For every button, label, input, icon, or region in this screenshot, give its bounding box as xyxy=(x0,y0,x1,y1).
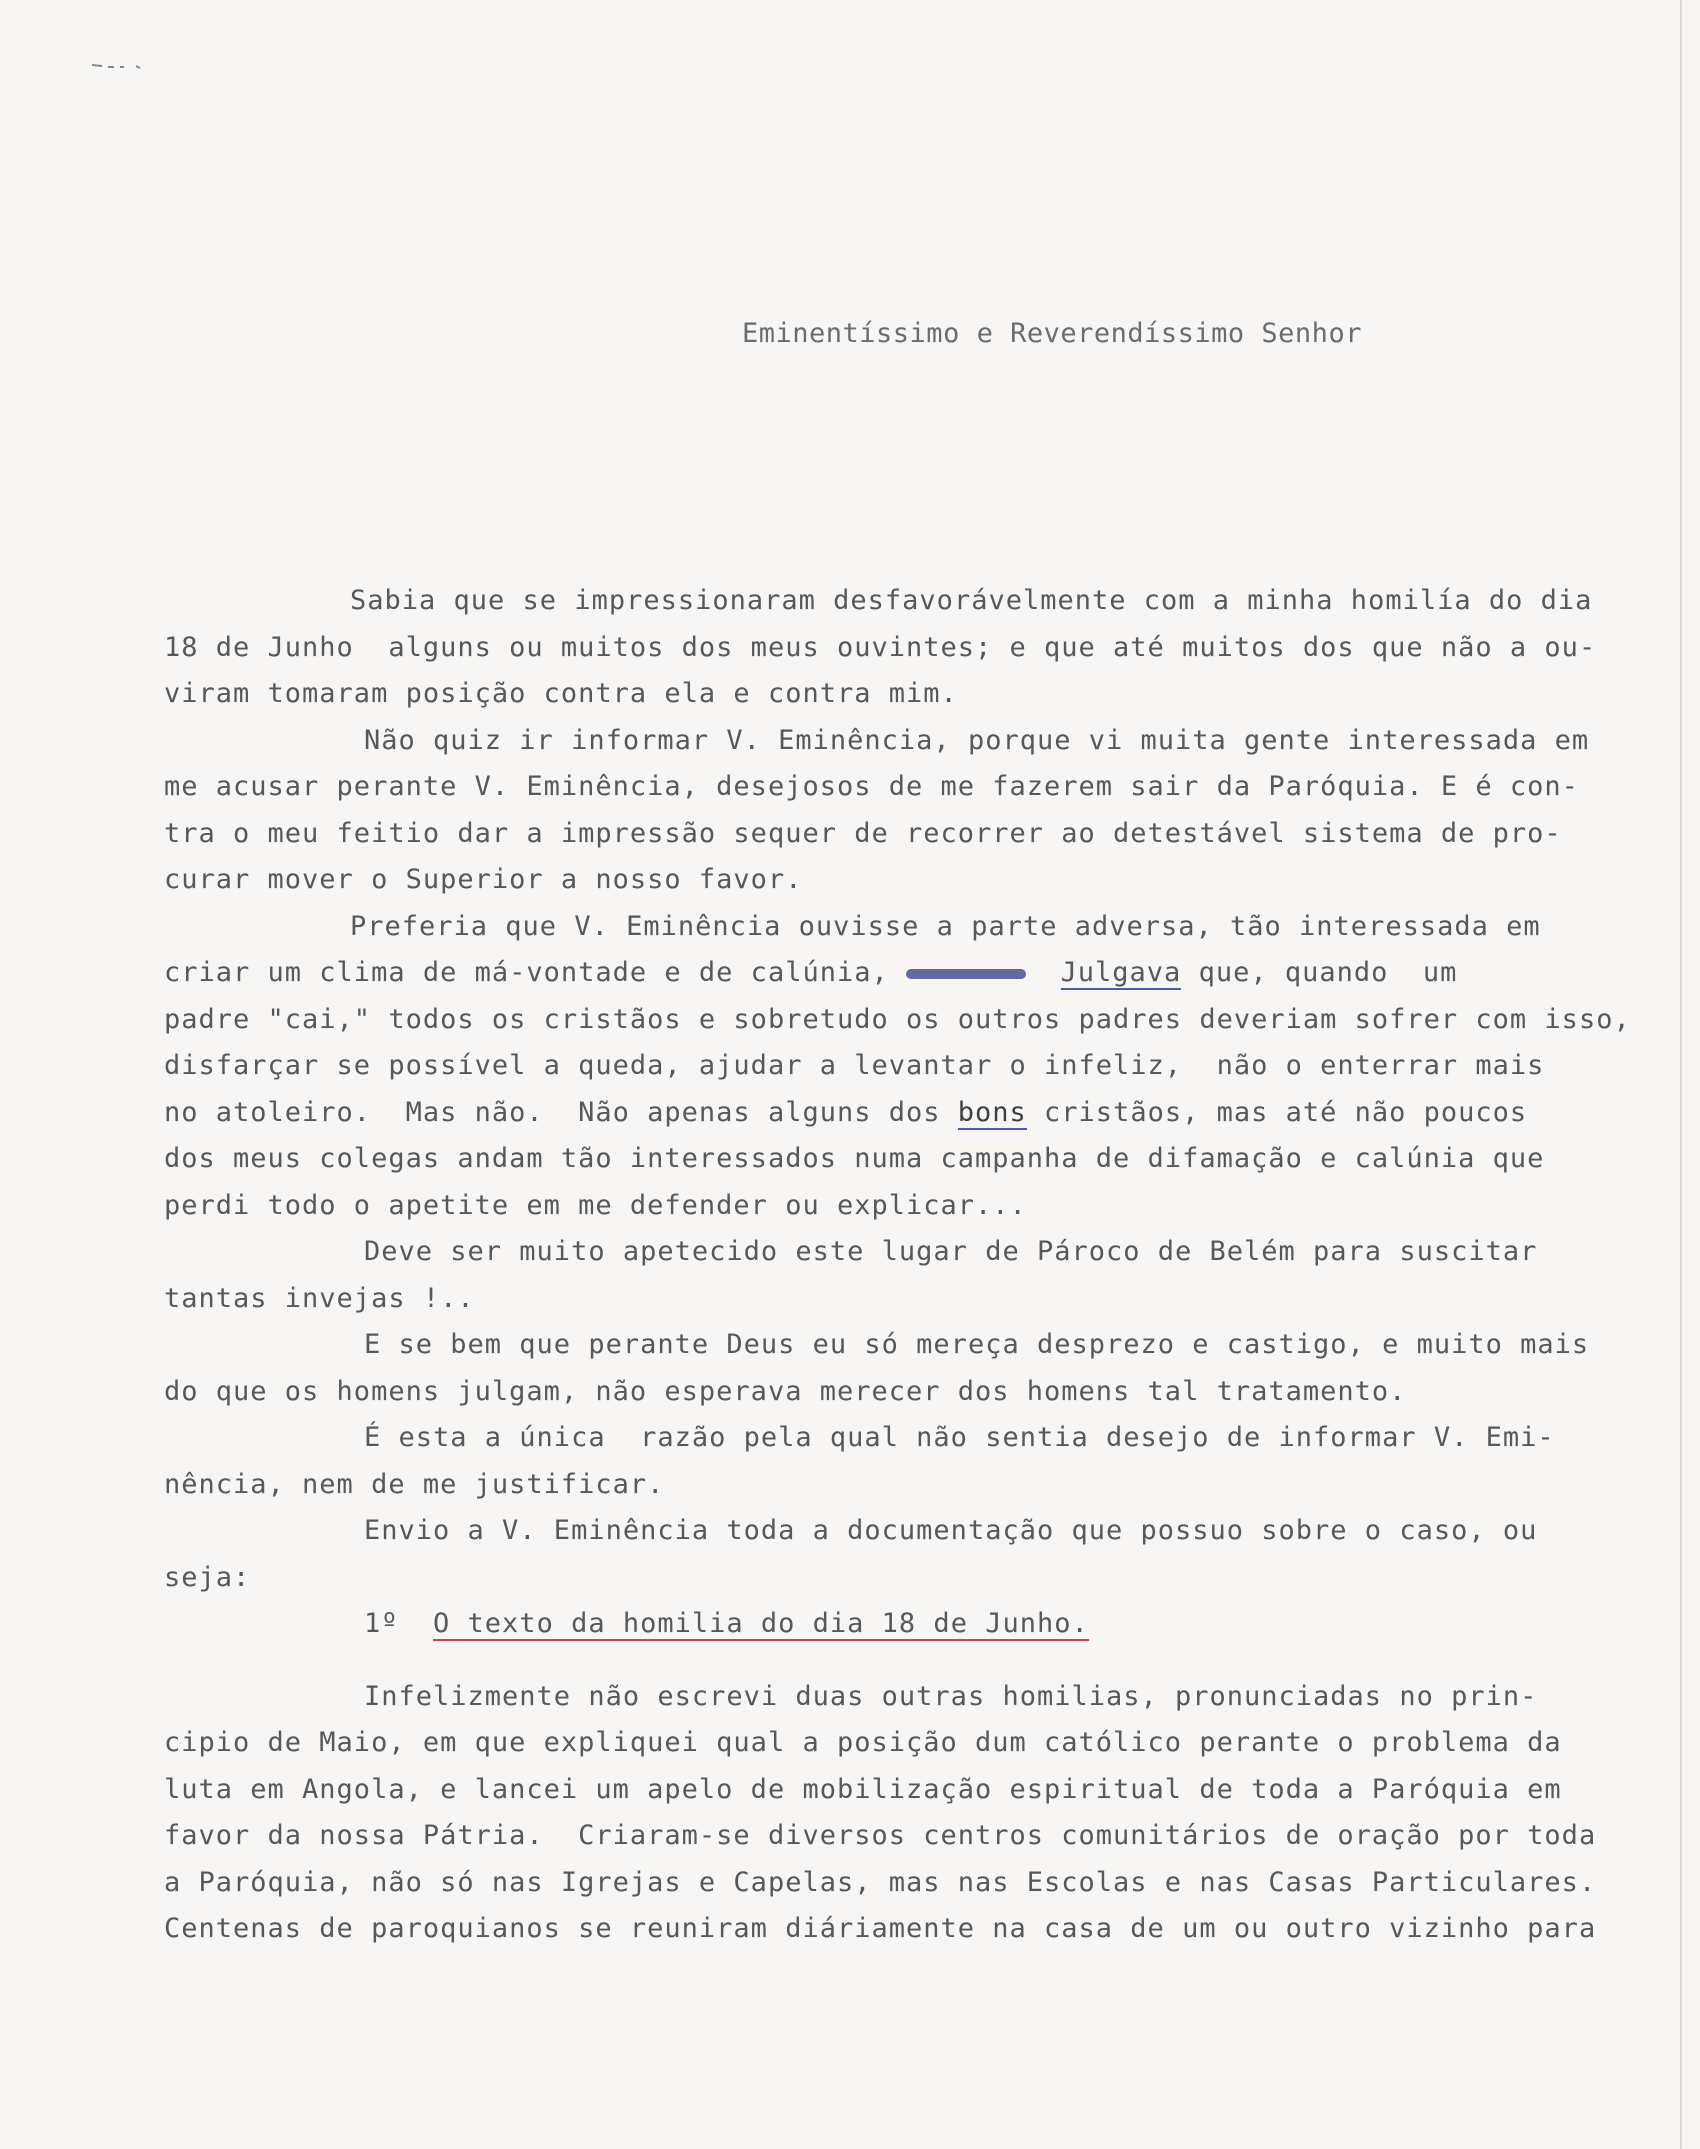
text-line: E se bem que perante Deus eu só mereça desprezo e castigo, e muito mais xyxy=(364,1329,1590,1360)
text-line: Deve ser muito apetecido este lugar de Pároco de Belém para suscitar xyxy=(364,1236,1538,1267)
text-line: curar mover o Superior a nosso favor. xyxy=(164,864,803,895)
text-line-with-correction xyxy=(164,1090,1604,1137)
text-line: favor da nossa Pátria. Criaram-se diversos centros comunitários de oração por toda xyxy=(164,1820,1597,1851)
text-line: perdi todo o apetite em me defender ou explicar... xyxy=(164,1189,1027,1221)
text-line: viram tomaram posição contra ela e contra mim. xyxy=(164,678,958,709)
salutation: Eminentíssimo e Reverendíssimo Senhor xyxy=(742,318,1362,349)
text-line-with-strikeout xyxy=(164,950,1604,997)
underlined-word: Julgava xyxy=(1060,957,1182,988)
text-line: me acusar perante V. Eminência, desejosos de me fazerem sair da Paróquia. E é con- xyxy=(164,771,1579,802)
text-line: disfarçar se possível a queda, ajudar a levantar o infeliz, não o enterrar mais xyxy=(164,1050,1545,1081)
enumerated-item xyxy=(164,1601,1604,1648)
text-line: cipio de Maio, em que expliquei qual a posição dum católico perante o problema da xyxy=(164,1727,1562,1758)
underlined-word: bons xyxy=(957,1096,1027,1128)
text-line: Não quiz ir informar V. Eminência, porque vi muita gente interessada em xyxy=(364,724,1590,756)
ink-strikeout xyxy=(906,969,1026,979)
text-line: luta em Angola, e lancei um apelo de mobilização espiritual de toda a Paróquia em xyxy=(164,1773,1562,1805)
text-line: padre "cai," todos os cristãos e sobretudo os outros padres deveriam sofrer com isso, xyxy=(164,1003,1631,1035)
text-line: Infelizmente não escrevi duas outras homilias, pronunciadas no prin- xyxy=(364,1680,1538,1712)
text-line: Sabia que se impressionaram desfavorávelmente com a minha homilía do dia xyxy=(350,585,1593,616)
spacer xyxy=(164,1648,1604,1674)
text-segment: cristãos, mas até não poucos xyxy=(1026,1096,1528,1128)
text-line: Centenas de paroquianos se reuniram diáriamente na casa de um ou outro vizinho para xyxy=(164,1913,1597,1944)
text-segment: que, quando um xyxy=(1181,957,1458,988)
text-line: tantas invejas !.. xyxy=(164,1282,475,1314)
text-line: a Paróquia, não só nas Igrejas e Capelas, mas nas Escolas e nas Casas Particulares. xyxy=(164,1866,1597,1898)
text-line: É esta a única razão pela qual não sentia desejo de informar V. Emi- xyxy=(364,1422,1555,1453)
text-line: do que os homens julgam, não esperava merecer dos homens tal tratamento. xyxy=(164,1375,1407,1407)
text-line: nência, nem de me justificar. xyxy=(164,1468,665,1500)
letter-body xyxy=(164,578,1631,1953)
text-line: tra o meu feitio dar a impressão sequer de recorrer ao detestável sistema de pro- xyxy=(164,817,1562,849)
text-line: Envio a V. Eminência toda a documentação que possuo sobre o caso, ou xyxy=(364,1515,1538,1546)
text-line: dos meus colegas andam tão interessados numa campanha de difamação e calúnia que xyxy=(164,1143,1545,1174)
text-line: Preferia que V. Eminência ouvisse a parte adversa, tão interessada em xyxy=(350,910,1541,942)
ink-mark xyxy=(90,58,150,72)
item-text: O texto da homilia do dia 18 de Junho. xyxy=(433,1608,1089,1639)
text-segment: no atoleiro. Mas não. Não apenas alguns dos xyxy=(164,1096,958,1128)
text-line: 18 de Junho alguns ou muitos dos meus ouvintes; e que até muitos dos que não a ou- xyxy=(164,631,1597,663)
item-number: 1º xyxy=(364,1608,399,1639)
text-segment: criar um clima de má-vontade e de calúnia, xyxy=(164,957,889,988)
page-edge xyxy=(1680,0,1682,2149)
text-line: seja: xyxy=(164,1561,251,1593)
